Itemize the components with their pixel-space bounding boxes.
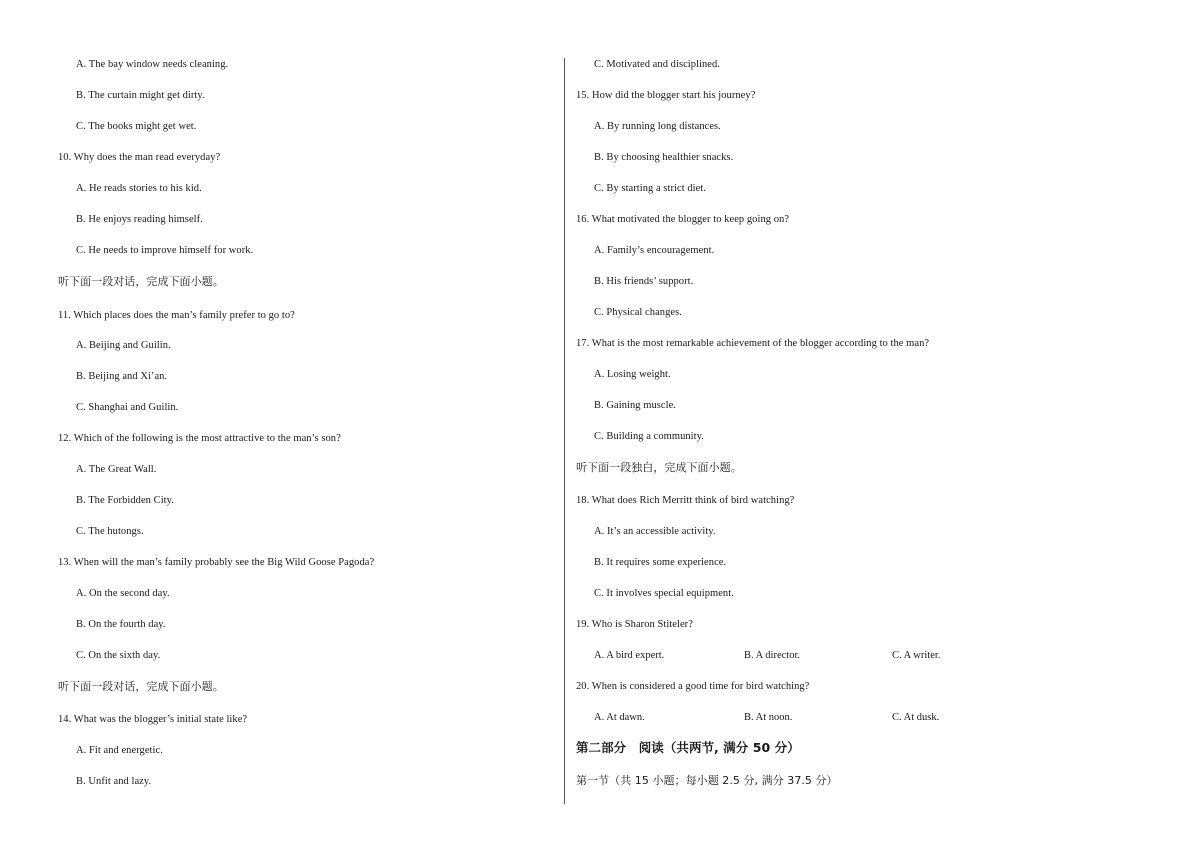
q16-stem: 16. What motivated the blogger to keep going on?	[576, 214, 790, 225]
q14-option-a: A. Fit and energetic.	[76, 745, 163, 756]
q20-option-b: B. At noon.	[744, 712, 793, 723]
section-one-heading: 第一节（共 15 小题；每小题 2.5 分, 满分 37.5 分）	[576, 774, 838, 787]
q9-option-c: C. The books might get wet.	[76, 121, 197, 132]
q20-stem: 20. When is considered a good time for bird watching?	[576, 681, 810, 692]
q17-option-b: B. Gaining muscle.	[594, 400, 676, 411]
q15-option-b: B. By choosing healthier snacks.	[594, 152, 734, 163]
q11-stem: 11. Which places does the man’s family prefer to go to?	[58, 310, 295, 321]
q18-stem: 18. What does Rich Merritt think of bird watching?	[576, 495, 795, 506]
q19-option-c: C. A writer.	[892, 650, 941, 661]
q14-option-c: C. Motivated and disciplined.	[594, 59, 720, 70]
q9-option-b: B. The curtain might get dirty.	[76, 90, 205, 101]
q19-option-b: B. A director.	[744, 650, 800, 661]
q12-option-b: B. The Forbidden City.	[76, 495, 174, 506]
q18-option-a: A. It’s an accessible activity.	[594, 526, 716, 537]
q13-option-a: A. On the second day.	[76, 588, 170, 599]
q12-option-a: A. The Great Wall.	[76, 464, 157, 475]
q10-option-a: A. He reads stories to his kid.	[76, 183, 202, 194]
instruction-dialogue-2: 听下面一段对话，完成下面小题。	[58, 680, 224, 693]
q18-option-c: C. It involves special equipment.	[594, 588, 734, 599]
q17-option-a: A. Losing weight.	[594, 369, 671, 380]
q13-option-c: C. On the sixth day.	[76, 650, 161, 661]
q16-option-b: B. His friends’ support.	[594, 276, 694, 287]
q20-option-a: A. At dawn.	[594, 712, 645, 723]
q17-stem: 17. What is the most remarkable achievement of the blogger according to the man?	[576, 338, 930, 349]
q19-stem: 19. Who is Sharon Stiteler?	[576, 619, 693, 630]
instruction-monologue: 听下面一段独白，完成下面小题。	[576, 461, 742, 474]
q12-option-c: C. The hutongs.	[76, 526, 144, 537]
q14-option-b: B. Unfit and lazy.	[76, 776, 152, 787]
column-divider	[564, 58, 565, 804]
q15-stem: 15. How did the blogger start his journey?	[576, 90, 756, 101]
part-two-heading: 第二部分 阅读（共两节, 满分 50 分）	[576, 740, 800, 755]
q15-option-a: A. By running long distances.	[594, 121, 721, 132]
q18-option-b: B. It requires some experience.	[594, 557, 727, 568]
q13-stem: 13. When will the man’s family probably see the Big Wild Goose Pagoda?	[58, 557, 375, 568]
q14-stem: 14. What was the blogger’s initial state like?	[58, 714, 248, 725]
q10-option-c: C. He needs to improve himself for work.	[76, 245, 254, 256]
q9-option-a: A. The bay window needs cleaning.	[76, 59, 229, 70]
q19-option-a: A. A bird expert.	[594, 650, 665, 661]
q17-option-c: C. Building a community.	[594, 431, 704, 442]
q10-option-b: B. He enjoys reading himself.	[76, 214, 203, 225]
q16-option-a: A. Family’s encouragement.	[594, 245, 715, 256]
q11-option-c: C. Shanghai and Guilin.	[76, 402, 179, 413]
q12-stem: 12. Which of the following is the most attractive to the man’s son?	[58, 433, 341, 444]
q16-option-c: C. Physical changes.	[594, 307, 682, 318]
instruction-dialogue-1: 听下面一段对话，完成下面小题。	[58, 275, 224, 288]
q11-option-a: A. Beijing and Guilin.	[76, 340, 171, 351]
q13-option-b: B. On the fourth day.	[76, 619, 166, 630]
q11-option-b: B. Beijing and Xi’an.	[76, 371, 168, 382]
q10-stem: 10. Why does the man read everyday?	[58, 152, 221, 163]
q15-option-c: C. By starting a strict diet.	[594, 183, 706, 194]
q20-option-c: C. At dusk.	[892, 712, 940, 723]
